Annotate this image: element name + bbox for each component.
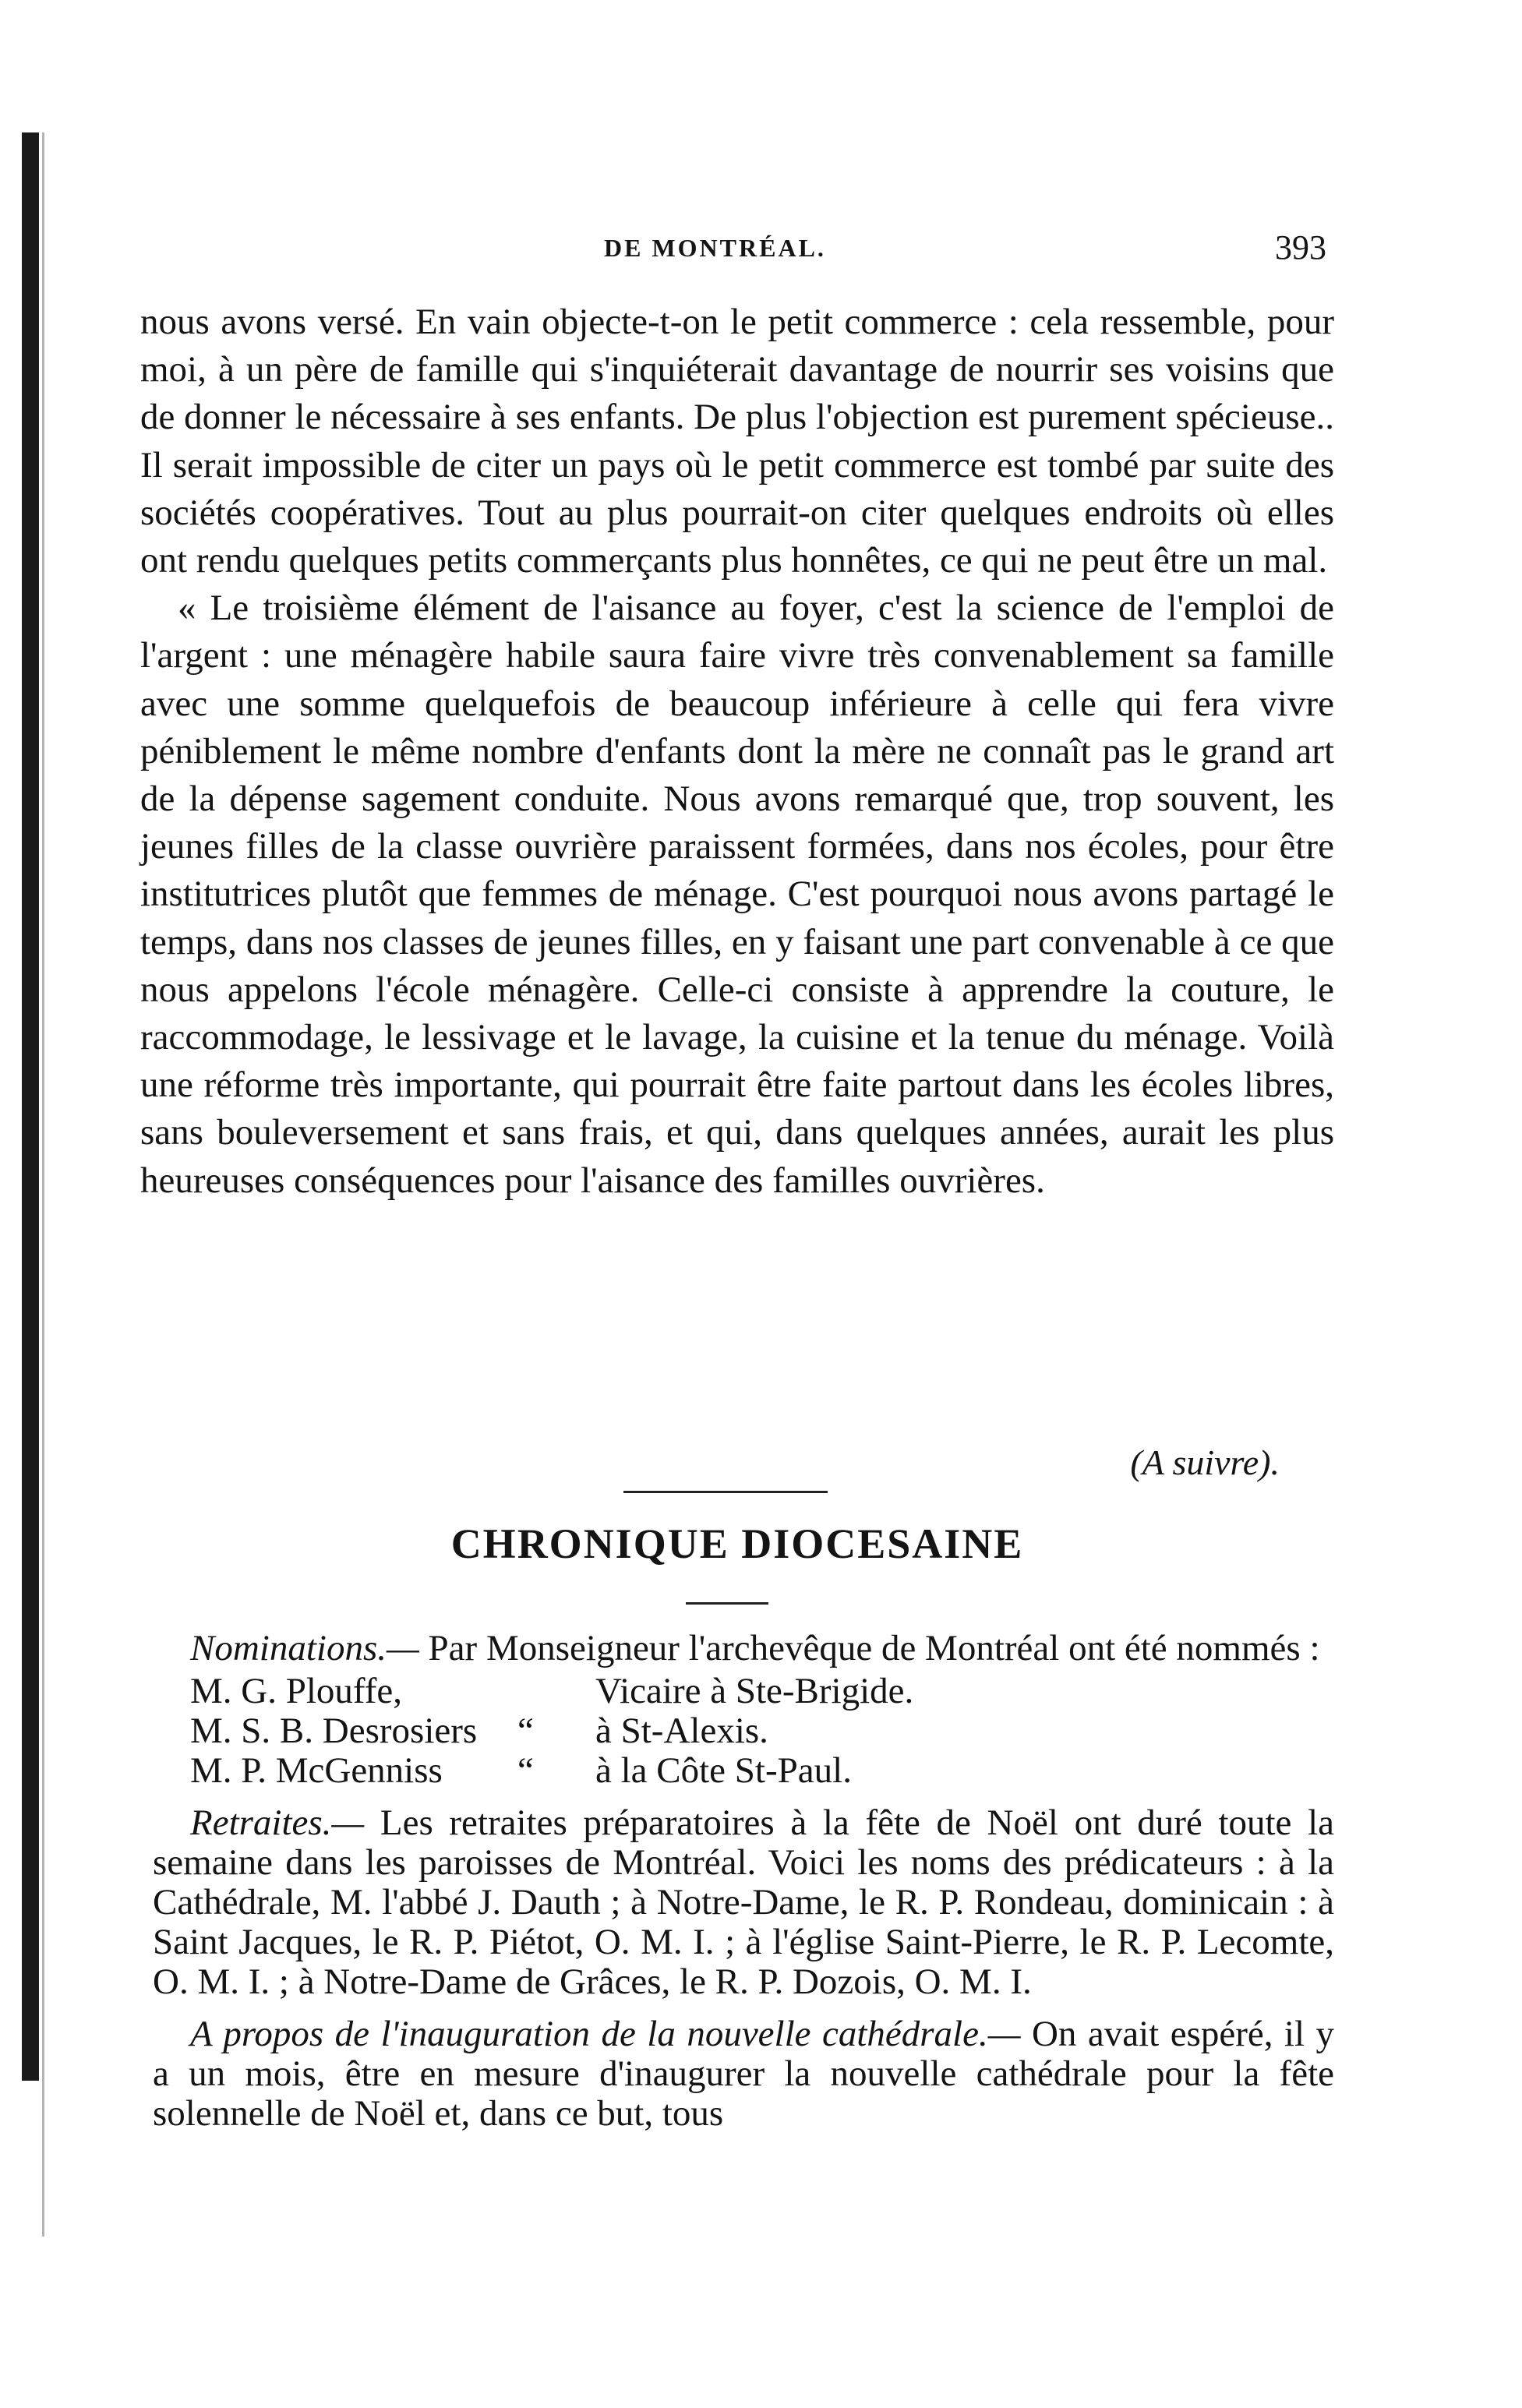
entry-text: Par Monseigneur l'archevêque de Montréal ont été nommés : [418,1628,1320,1668]
entry-text: Les retraites préparatoires à la fête de Noël ont duré toute la semaine dans les paroisses de Montréal. Voici les noms des prédicateurs : à la Cathédrale, M. l'abbé J. Dauth ; à Notre-Dame, le R. P. Rondeau, dominicain : à Saint Jacques, le R. P. Piétot, O. M. I. ; à l'église Saint-Pierre, le R. P. Lecomte, O. M. I. ; à Notre-Dame de Grâces, le R. P. Dozois, O. M. I. [153,1802,1334,2002]
list-item [190,1751,1334,1791]
entry-lead: Retraites.— [190,1802,365,1843]
page-header [140,228,1333,274]
nominations-entry [153,1629,1334,1668]
nominee-name: M. G. Plouffe, [190,1671,402,1711]
article-body [140,298,1334,1205]
divider-rule [686,1602,768,1605]
ditto-mark [517,1672,595,1711]
page-edge [42,132,44,2237]
nominee-post: à la Côte St-Paul. [595,1750,852,1791]
page-number: 393 [1275,228,1326,267]
chronique-section [153,1629,1334,2134]
ditto-mark: “ [517,1750,534,1791]
nominee-name: M. S. B. Desrosiers [190,1711,478,1751]
entry-lead: A propos de l'inauguration de la nouvelle cathédrale.— [190,2014,1021,2054]
retraites-entry [153,1803,1334,2002]
list-item [190,1672,1334,1711]
nominee-name: M. P. McGenniss [190,1750,443,1791]
nominee-post: Vicaire à Ste-Brigide. [595,1671,914,1711]
nominations-list [190,1672,1334,1791]
paragraph: nous avons versé. En vain objecte-t-on le petit commerce : cela ressemble, pour moi, à un père de famille qui s'inquiéterait davantage de nourrir ses voisins que de donner le nécessaire à ses enfants. De plus l'objection est purement spécieuse.. Il serait impossible de citer un pays où le petit commerce est tombé par suite des sociétés coopératives. Tout au plus pourrait-on citer quelques endroits où elles ont rendu quelques petits commerçants plus honnêtes, ce qui ne peut être un mal. [140,302,1334,581]
continued-note: (A suivre). [1130,1442,1280,1482]
nominee-post: à St-Alexis. [595,1711,768,1751]
paragraph: « Le troisième élément de l'aisance au foyer, c'est la science de l'emploi de l'argent : une ménagère habile saura faire vivre très convenablement sa famille avec une somme quelquefois de beaucoup inférieure à celle qui fera vivre péniblement le même nombre d'enfants dont la mère ne connaît pas le grand art de la dépense sagement conduite. Nous avons remarqué que, trop souvent, les jeunes filles de la classe ouvrière paraissent formées, dans nos écoles, pour être institutrices plutôt que femmes de ménage. C'est pourquoi nous avons partagé le temps, dans nos classes de jeunes filles, en y faisant une part convenable à ce que nous appelons l'école ménagère. Celle-ci consiste à apprendre la couture, le raccommodage, le lessivage et le lavage, la cuisine et la tenue du ménage. Voilà une réforme très importante, qui pourrait être faite partout dans les écoles libres, sans bouleversement et sans frais, et qui, dans quelques années, aurait les plus heureuses conséquences pour l'aisance des familles ouvrières. [140,588,1334,1201]
ditto-mark: “ [517,1711,534,1751]
list-item [190,1711,1334,1751]
entry-lead: Nominations.— [190,1628,419,1668]
apropos-entry [153,2014,1334,2134]
running-head: DE MONTRÉAL. [604,234,826,262]
section-title: CHRONIQUE DIOCESAINE [450,1520,1024,1567]
divider-rule [623,1491,828,1493]
binding-shadow [22,132,39,2081]
entry-text: On avait espéré, il y a un mois, être en mesure d'inaugurer la nouvelle cathédrale pour la fête solennelle de Noël et, dans ce but, tous [153,2014,1335,2134]
